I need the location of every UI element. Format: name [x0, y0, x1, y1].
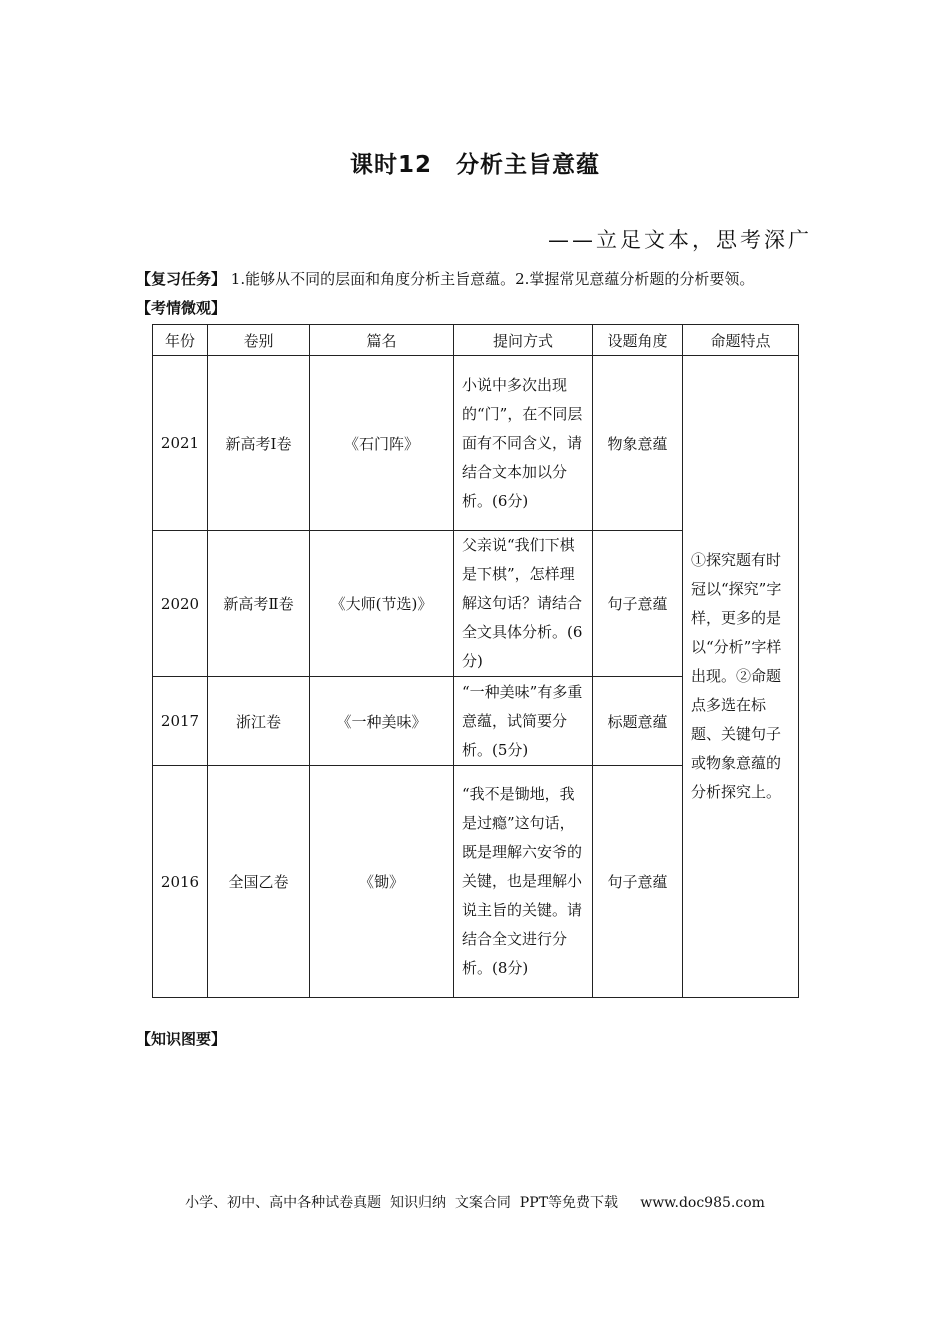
table-row [153, 356, 799, 531]
title-cell: 《石门阵》 [310, 356, 454, 531]
title-cell: 《大师(节选)》 [310, 531, 454, 677]
angle-cell: 物象意蕴 [593, 356, 683, 531]
question-cell: “一种美味”有多重意蕴，试简要分析。(5分) [454, 677, 593, 766]
question-cell: “我不是锄地，我是过瘾”这句话，既是理解六安爷的关键，也是理解小说主旨的关键。请结合全文进行分析。(8分) [454, 766, 593, 998]
paper-cell: 全国乙卷 [208, 766, 310, 998]
year-cell: 2021 [153, 356, 208, 531]
header-year: 年份 [153, 325, 208, 356]
title-cell: 《一种美味》 [310, 677, 454, 766]
exam-table [152, 324, 799, 998]
feature-cell: ①探究题有时冠以“探究”字样，更多的是以“分析”字样出现。②命题点多选在标题、关键句子或物象意蕴的分析探究上。 [683, 356, 799, 998]
header-angle: 设题角度 [593, 325, 683, 356]
header-feature: 命题特点 [683, 325, 799, 356]
knowledge-map [136, 1028, 226, 1049]
table-header-row [153, 325, 799, 356]
paper-cell: 新高考Ⅱ卷 [208, 531, 310, 677]
year-cell: 2017 [153, 677, 208, 766]
angle-cell: 句子意蕴 [593, 766, 683, 998]
year-cell: 2016 [153, 766, 208, 998]
header-paper: 卷别 [208, 325, 310, 356]
title-cell: 《锄》 [310, 766, 454, 998]
angle-cell: 句子意蕴 [593, 531, 683, 677]
page-subtitle: ——立足文本，思考深广 [548, 228, 812, 252]
page-title: 课时12 分析主旨意蕴 [349, 152, 600, 178]
question-cell: 父亲说“我们下棋是下棋”，怎样理解这句话？请结合全文具体分析。(6分) [454, 531, 593, 677]
exam-overview [136, 297, 226, 318]
question-cell: 小说中多次出现的“门”，在不同层面有不同含义，请结合文本加以分析。(6分) [454, 356, 593, 531]
header-title: 篇名 [310, 325, 454, 356]
paper-cell: 新高考Ⅰ卷 [208, 356, 310, 531]
angle-cell: 标题意蕴 [593, 677, 683, 766]
review-task-label: 【复习任务】 [136, 270, 227, 288]
header-question: 提问方式 [454, 325, 593, 356]
page-footer: 小学、初中、高中各种试卷真题 知识归纳 文案合同 PPT等免费下载 www.doc985.com [185, 1195, 765, 1211]
review-task-text: 1.能够从不同的层面和角度分析主旨意蕴。2.掌握常见意蕴分析题的分析要领。 [230, 270, 755, 288]
review-task [136, 268, 754, 289]
paper-cell: 浙江卷 [208, 677, 310, 766]
year-cell: 2020 [153, 531, 208, 677]
exam-overview-label: 【考情微观】 [136, 299, 227, 317]
knowledge-label: 【知识图要】 [136, 1030, 227, 1048]
